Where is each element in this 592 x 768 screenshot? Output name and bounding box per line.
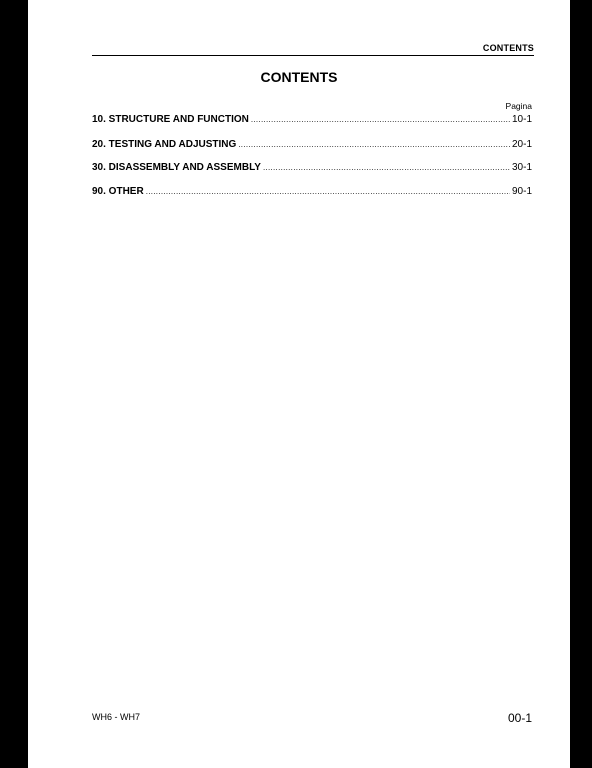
toc-entry-other[interactable] bbox=[92, 186, 532, 197]
running-header: CONTENTS bbox=[482, 43, 534, 53]
footer-page-number: 00-1 bbox=[507, 711, 532, 725]
dot-leader bbox=[251, 115, 510, 124]
toc-entry-disassembly-and-assembly[interactable] bbox=[92, 162, 532, 173]
dot-leader bbox=[263, 163, 510, 172]
toc-entry-testing-and-adjusting[interactable] bbox=[92, 139, 532, 150]
toc-entry-page: 10-1 bbox=[511, 114, 532, 125]
footer-model: WH6 - WH7 bbox=[92, 712, 140, 722]
toc-entry-page: 90-1 bbox=[511, 186, 532, 197]
toc-entry-label: 30. DISASSEMBLY AND ASSEMBLY bbox=[92, 162, 261, 173]
document-page bbox=[28, 0, 570, 768]
page-title: CONTENTS bbox=[260, 69, 338, 85]
table-of-contents bbox=[92, 0, 532, 220]
dot-leader bbox=[146, 187, 510, 196]
toc-entry-label: 10. STRUCTURE AND FUNCTION bbox=[92, 114, 249, 125]
toc-entry-page: 30-1 bbox=[511, 162, 532, 173]
toc-entry-label: 90. OTHER bbox=[92, 186, 144, 197]
toc-entry-page: 20-1 bbox=[511, 139, 532, 150]
toc-entry-structure-and-function[interactable] bbox=[92, 114, 532, 125]
toc-entry-label: 20. TESTING AND ADJUSTING bbox=[92, 139, 237, 150]
dot-leader bbox=[238, 140, 510, 149]
page-column-label: Pagina bbox=[505, 101, 532, 111]
